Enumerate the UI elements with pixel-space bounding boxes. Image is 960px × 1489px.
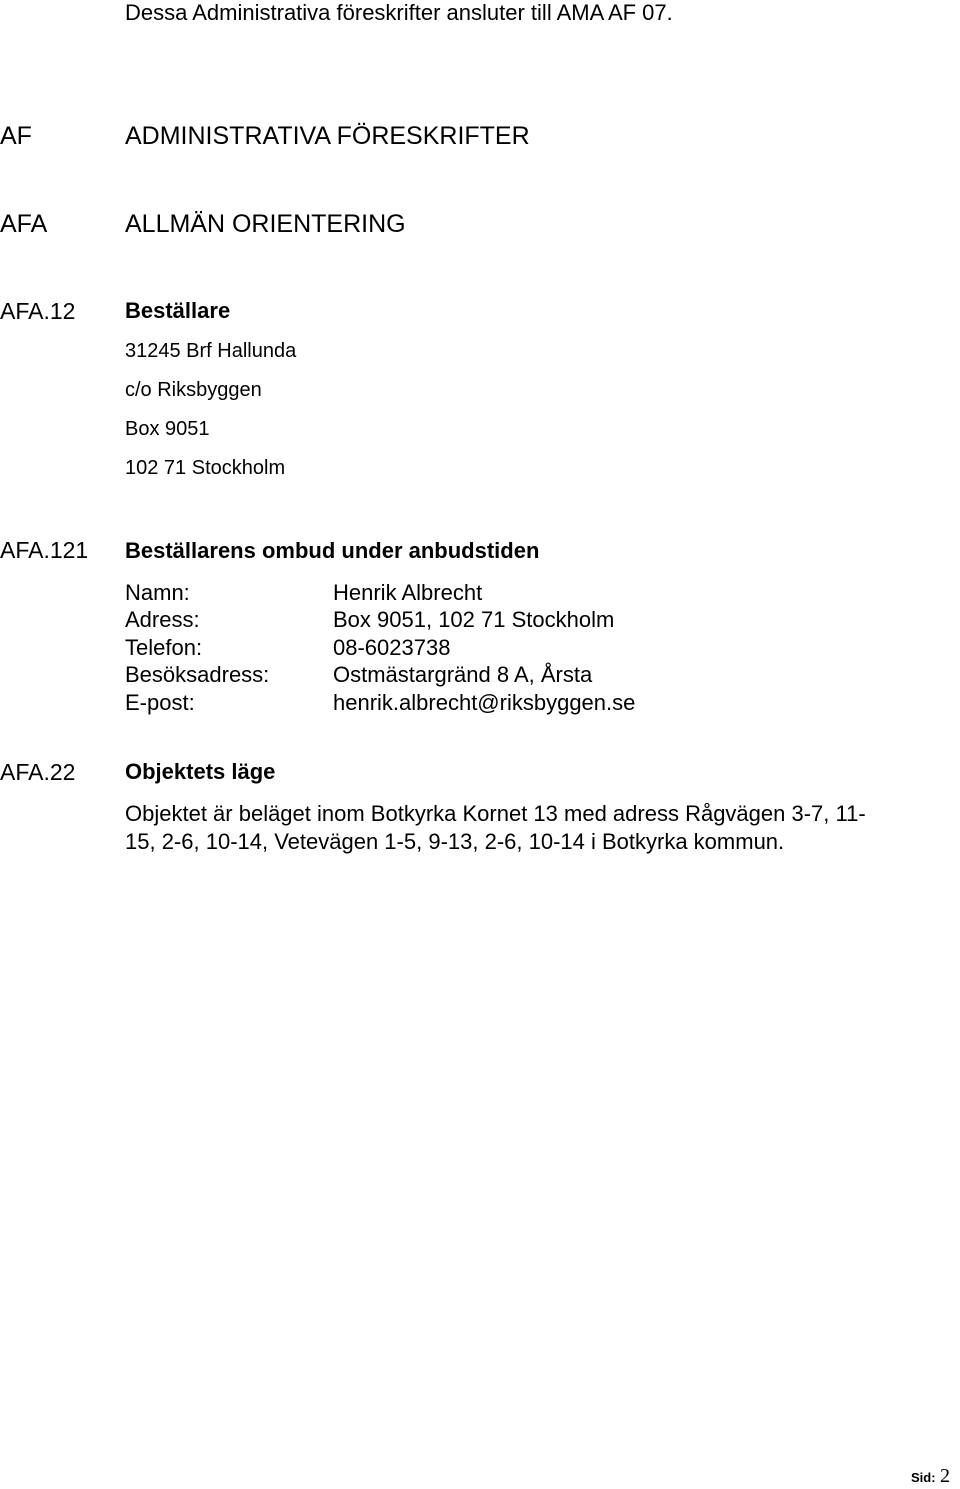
section-code-afa12: AFA.12 (0, 298, 76, 324)
section-title-af: ADMINISTRATIVA FÖRESKRIFTER (125, 122, 530, 150)
contact-value-visiting-address: Ostmästargränd 8 A, Årsta (333, 662, 593, 687)
section-title-afa: ALLMÄN ORIENTERING (125, 210, 406, 238)
contact-value-email: henrik.albrecht@riksbyggen.se (333, 690, 636, 715)
contact-value-name: Henrik Albrecht (333, 580, 483, 605)
orderer-line-4: 102 71 Stockholm (125, 457, 286, 479)
section-code-af: AF (0, 122, 32, 150)
contact-label-name: Namn: (125, 580, 190, 605)
contact-label-visiting-address: Besöksadress: (125, 662, 270, 687)
contact-value-phone: 08-6023738 (333, 635, 451, 660)
section-code-afa: AFA (0, 210, 48, 238)
section-title-afa12: Beställare (125, 298, 231, 323)
object-location-text: Objektet är beläget inom Botkyrka Kornet 13 med adress Rågvägen 3-7, 11-15, 2-6, 10-14, Vetevägen 1-5, 9-13, 2-6, 10-14 i Botkyrka kommun. (125, 801, 866, 854)
contact-label-address: Adress: (125, 607, 200, 632)
orderer-line-1: 31245 Brf Hallunda (125, 340, 297, 362)
section-code-afa121: AFA.121 (0, 537, 89, 563)
contact-label-email: E-post: (125, 690, 195, 715)
section-title-afa121: Beställarens ombud under anbudstiden (125, 538, 540, 563)
section-code-afa22: AFA.22 (0, 759, 76, 785)
contact-value-address: Box 9051, 102 71 Stockholm (333, 607, 615, 632)
orderer-line-3: Box 9051 (125, 418, 210, 440)
page-number-label: Sid: (910, 1470, 936, 1485)
page-number (911, 1465, 950, 1489)
contact-label-phone: Telefon: (125, 635, 203, 660)
intro-text: Dessa Administrativa föreskrifter ansluter till AMA AF 07. (125, 0, 673, 25)
section-title-afa22: Objektets läge (125, 759, 276, 784)
orderer-line-2: c/o Riksbyggen (125, 379, 262, 401)
page-number-value: 2 (940, 1465, 950, 1487)
